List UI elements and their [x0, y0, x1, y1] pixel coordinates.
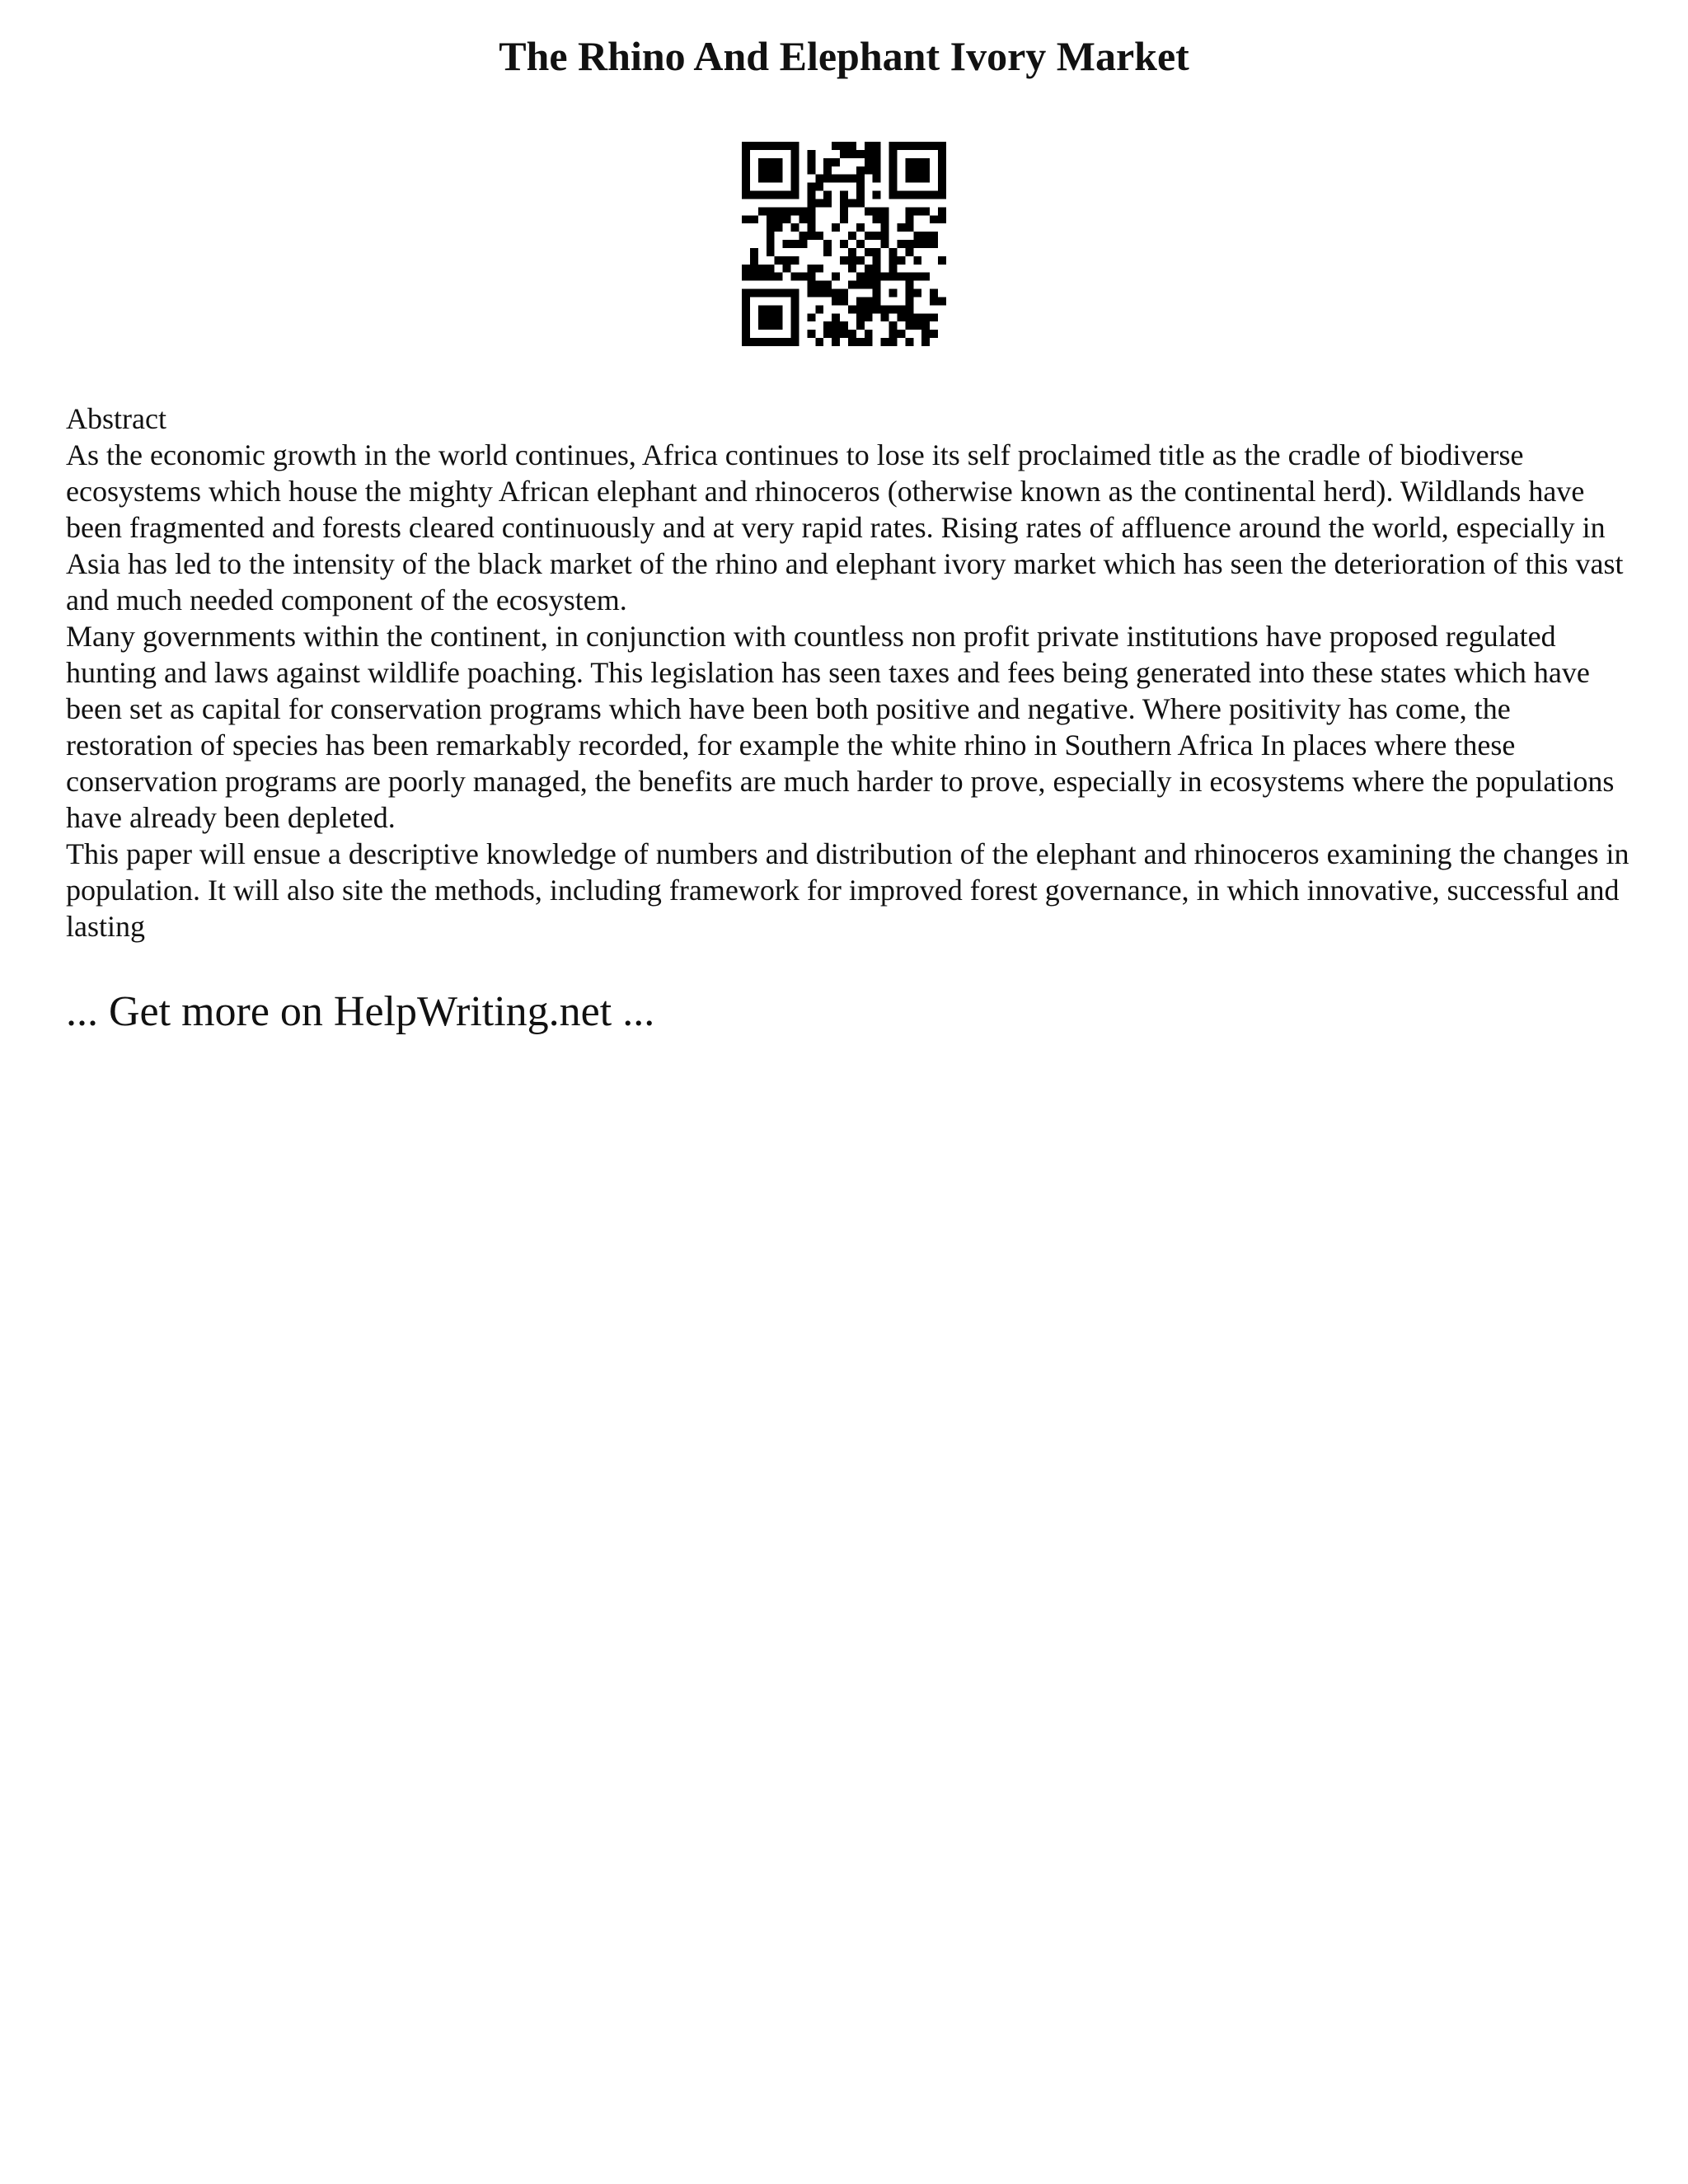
body-paragraph-3: This paper will ensue a descriptive knowledge of numbers and distribution of the elephant and rhinoceros examining the changes in population. It will also site the methods, including framework for improved forest governance, in which innovative, successful and lasting — [66, 837, 1629, 943]
abstract-heading: Abstract — [66, 402, 166, 435]
body-paragraph-1: As the economic growth in the world continues, Africa continues to lose its self proclaimed title as the cradle of biodiverse ecosystems which house the mighty African elephant and rhinoceros (otherwise known as the continental herd). Wildlands have been fragmented and forests cleared continuously and at very rapid rates. Rising rates of affluence around the world, especially in Asia has led to the intensity of the black market of the rhino and elephant ivory market which has seen the deterioration of this vast and much needed component of the ecosystem. — [66, 438, 1624, 616]
document-title: The Rhino And Elephant Ivory Market — [499, 33, 1189, 79]
document-body — [66, 401, 1632, 944]
body-paragraph-2: Many governments within the continent, in conjunction with countless non profit private institutions have proposed regulated hunting and laws against wildlife poaching. This legislation has seen taxes and fees being generated into these states which have been set as capital for conservation programs which have been both positive and negative. Where positivity has come, the restoration of species has been remarkably recorded, for example the white rhino in Southern Africa In places where these conservation programs are poorly managed, the benefits are much harder to prove, especially in ecosystems where the populations have already been depleted. — [66, 620, 1615, 834]
qr-code-icon[interactable] — [742, 142, 946, 346]
get-more-link[interactable]: ... Get more on HelpWriting.net ... — [66, 988, 655, 1035]
